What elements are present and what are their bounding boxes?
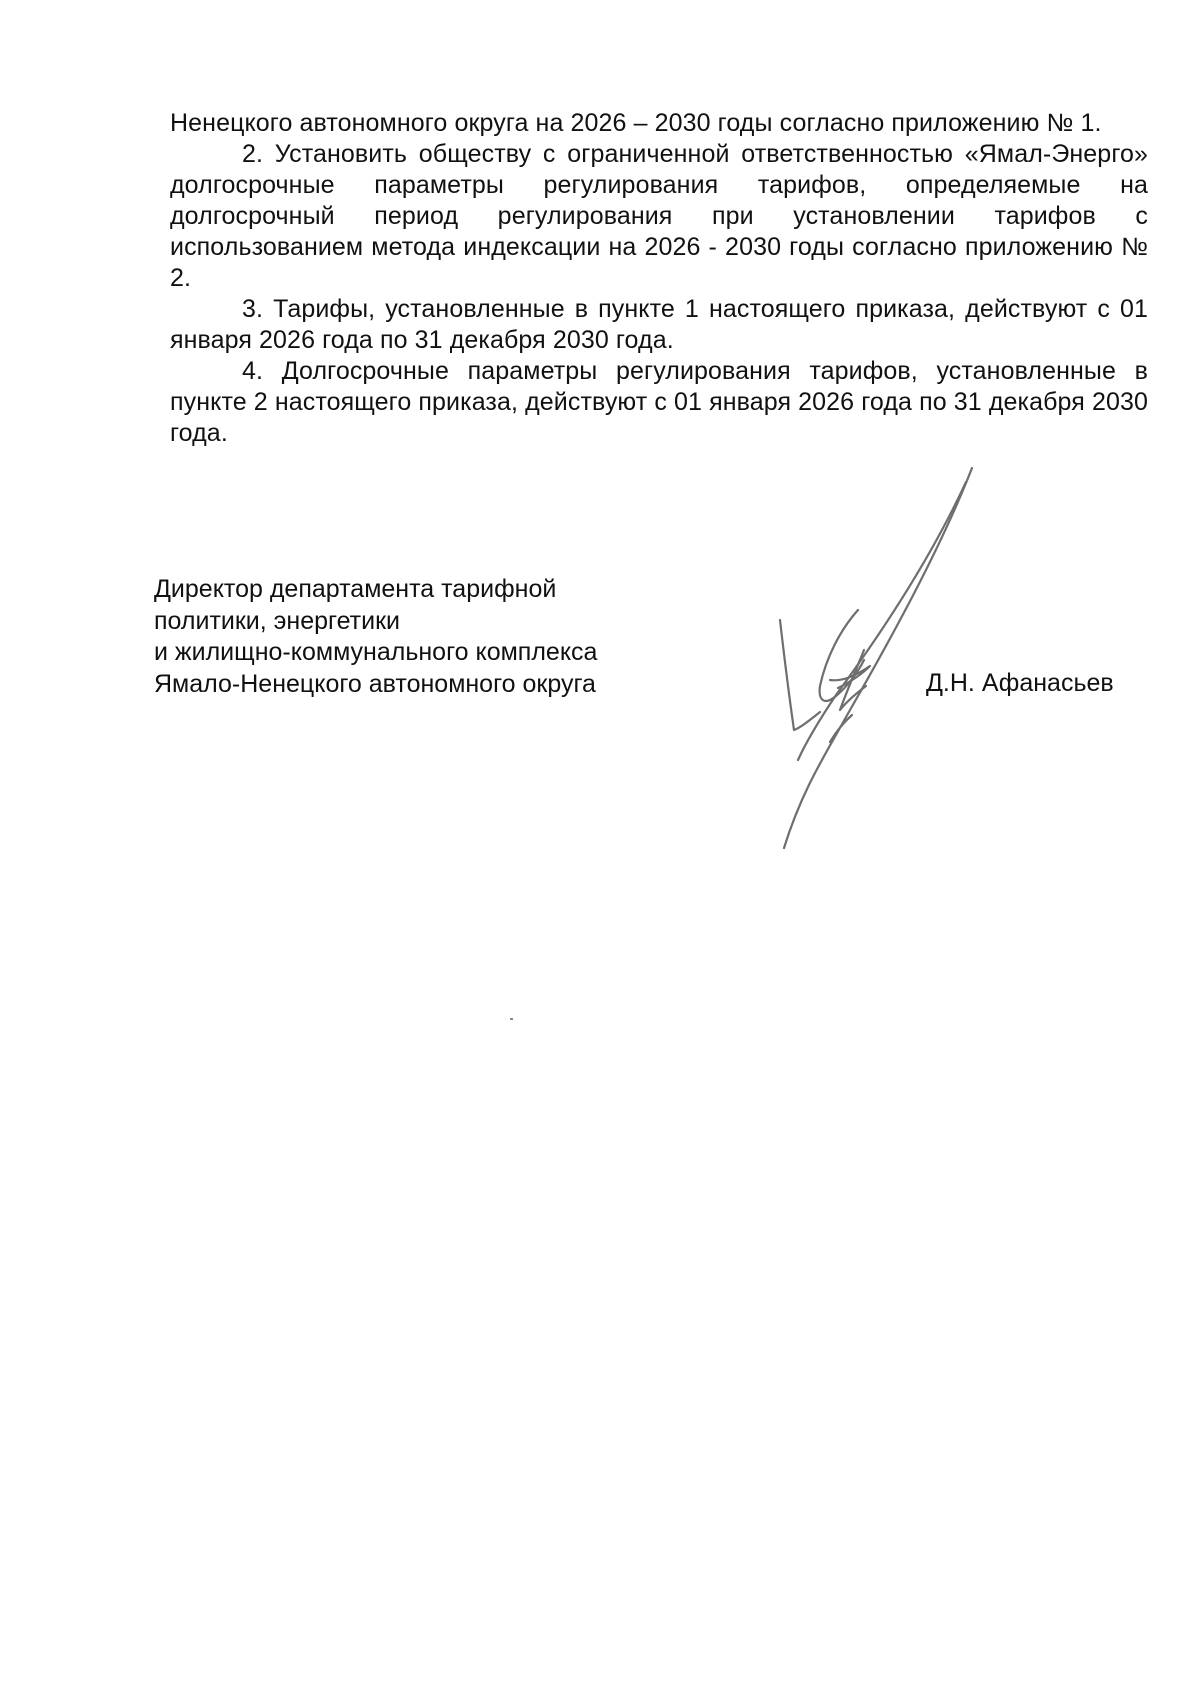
paragraph-4: 4. Долгосрочные параметры регулирования тарифов, установленные в пункте 2 настоящего приказа, действуют с 01 января 2026 года по 31 декабря 2030 года. <box>170 357 1148 447</box>
signature-stroke <box>780 620 820 730</box>
signer-position-line: и жилищно-коммунального комплекса <box>154 638 598 666</box>
signer-position-line: Директор департамента тарифной <box>154 575 557 603</box>
signature-stroke <box>798 482 966 760</box>
paragraph-2: 2. Установить обществу с ограниченной ответственностью «Ямал-Энерго» долгосрочные параметры регулирования тарифов, определяемые на долгосрочный период регулирования при установлении тарифов с использованием метода индексации на 2026 - 2030 годы согласно приложению № 2. <box>170 140 1148 292</box>
document-body <box>170 108 1148 449</box>
scan-artifact <box>510 1018 513 1020</box>
signature-block <box>154 574 1154 698</box>
signer-position-line: политики, энергетики <box>154 606 400 635</box>
signature-stroke <box>830 715 852 742</box>
signer-position-line: Ямало-Ненецкого автономного округа <box>154 669 596 698</box>
paragraph-continuation: Ненецкого автономного округа на 2026 – 2030 годы согласно приложению № 1. <box>170 109 1102 137</box>
signer-name: Д.Н. Афанасьев <box>926 669 1114 697</box>
paragraph-3: 3. Тарифы, установленные в пункте 1 настоящего приказа, действуют с 01 января 2026 года по 31 декабря 2030 года. <box>170 295 1148 354</box>
handwritten-signature <box>740 460 980 860</box>
signer-position <box>154 574 597 700</box>
